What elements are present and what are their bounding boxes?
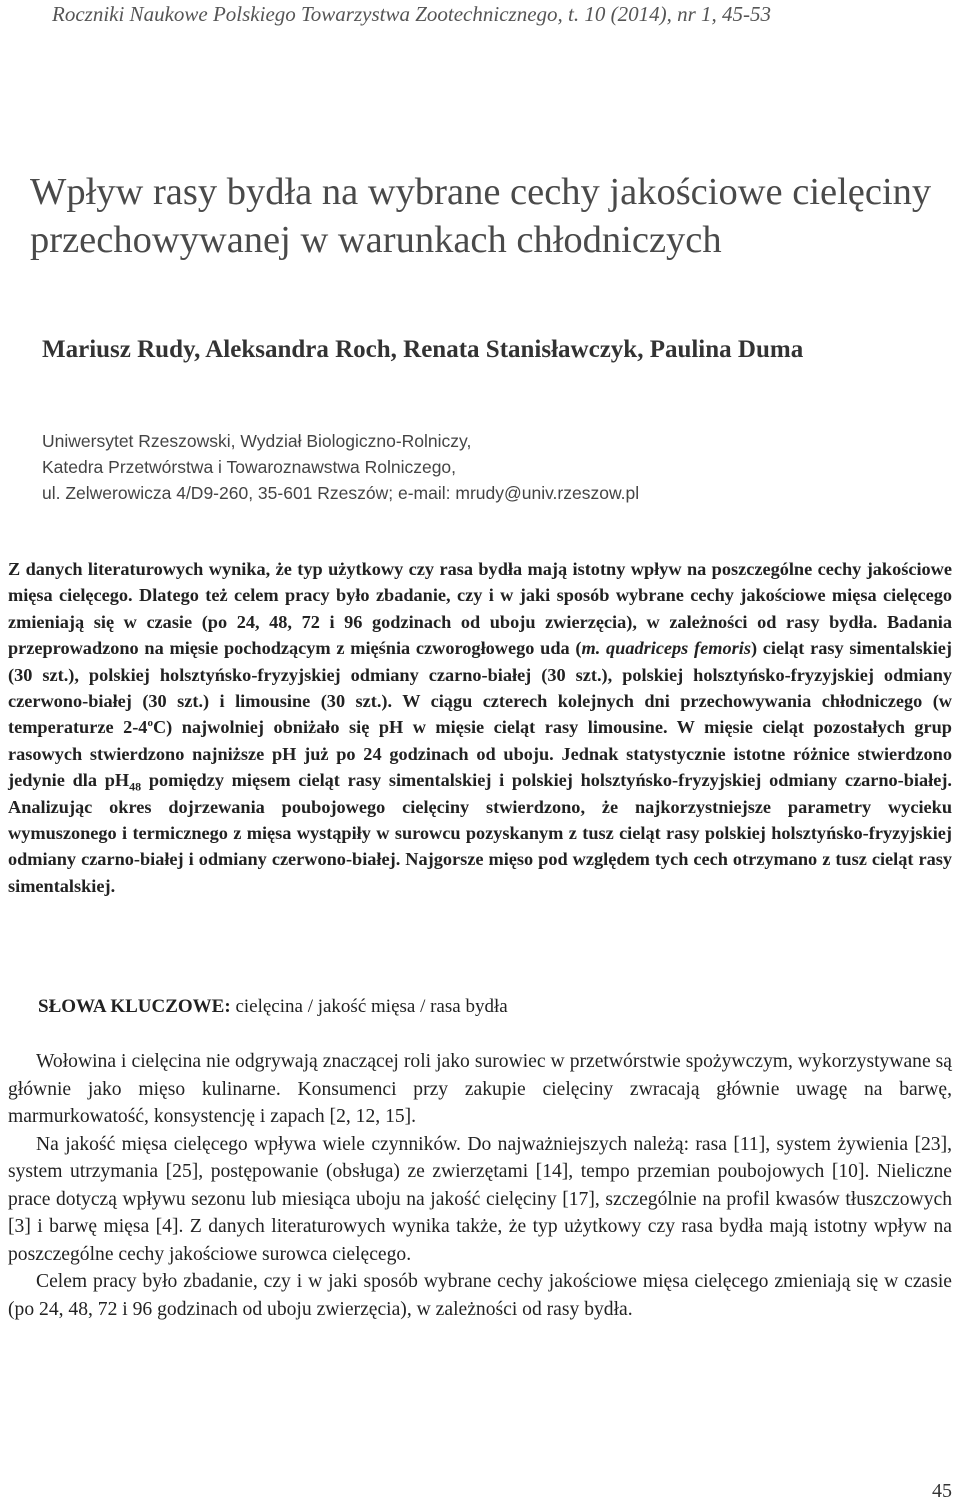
degree-superscript: o bbox=[147, 717, 153, 730]
body-text bbox=[8, 1048, 952, 1323]
paragraph: Celem pracy było zbadanie, czy i w jaki sposób wybrane cechy jakościowe mięsa cielęcego zmieniają się w czasie (po 24, 48, 72 i 96 godzinach od uboju zwierzęcia), w zależności od rasy bydła. bbox=[8, 1271, 952, 1320]
latin-name: m. quadriceps femoris bbox=[581, 638, 751, 659]
journal-header: Roczniki Naukowe Polskiego Towarzystwa Zootechnicznego, t. 10 (2014), nr 1, 45-53 bbox=[52, 2, 772, 26]
abstract-text: C) najwolniej obniżało się pH w mięsie cieląt rasy limousine. W mięsie cieląt pozostałych grup rasowych stwierdzono najniższe pH już po 24 godzinach od uboju. Jednak statystycznie istotne różnice stwierdzono jedynie dla pH bbox=[8, 717, 952, 791]
page-number: 45 bbox=[932, 1480, 952, 1502]
affiliation-line: ul. Zelwerowicza 4/D9-260, 35-601 Rzeszów; e-mail: mrudy@univ.rzeszow.pl bbox=[42, 483, 640, 503]
affiliation-line: Uniwersytet Rzeszowski, Wydział Biologiczno-Rolniczy, bbox=[42, 431, 472, 451]
affiliation bbox=[42, 428, 942, 506]
ph-subscript: 48 bbox=[129, 779, 142, 794]
abstract-text: Z danych literaturowych wynika, że typ użytkowy czy rasa bydła mają istotny wpływ na poszczególne cechy jakościowe mięsa cielęcego. Dlatego też celem pracy było zbadanie, czy i w jaki sposób wybrane cechy jakościowe mięsa cielęcego zmieniają się w czasie (po 24, 48, 72 i 96 godzinach od uboju zwierzęcia), w zależności od rasy bydła. Badania przeprowadzono na mięsie pochodzącym z mięśnia czworogłowego uda ( bbox=[8, 559, 952, 659]
paragraph: Na jakość mięsa cielęcego wpływa wiele czynników. Do najważniejszych należą: rasa [11], system żywienia [23], system utrzymania [25], postępowanie (obsługa) ze zwierzętami [14], tempo przemian poubojowych [10]. Nieliczne prace dotyczą wpływu sezonu lub miesiąca uboju na jakość cielęciny [17], szczególnie na profil kwasów tłuszczowych [3] i barwę mięsa [4]. Z danych literaturowych wynika także, że typ użytkowy czy rasa bydła mają istotny wpływ na poszczególne cechy jakościowe surowca cielęcego. bbox=[8, 1133, 952, 1265]
affiliation-line: Katedra Przetwórstwa i Towaroznawstwa Rolniczego, bbox=[42, 457, 457, 477]
abstract bbox=[8, 556, 952, 899]
paragraph: Wołowina i cielęcina nie odgrywają znaczącej roli jako surowiec w przetwórstwie spożywczym, wykorzystywane są głównie jako mięso kulinarne. Konsumenci przy zakupie cielęciny zwracają głównie uwagę na barwę, marmurkowatość, konsystencję i zapach [2, 12, 15]. bbox=[8, 1051, 952, 1127]
keywords-label: SŁOWA KLUCZOWE: bbox=[38, 996, 231, 1017]
article-title: Wpływ rasy bydła na wybrane cechy jakościowe cielęciny przechowywanej w warunkach chłodniczych bbox=[30, 171, 932, 261]
authors: Mariusz Rudy, Aleksandra Roch, Renata Stanisławczyk, Paulina Duma bbox=[42, 336, 804, 363]
abstract-text: pomiędzy mięsem cieląt rasy simentalskiej i polskiej holsztyńsko-fryzyjskiej odmiany czarno-białej. Analizując okres dojrzewania poubojowego cielęciny stwierdzono, że najkorzystniejsze parametry wycieku wymuszonego i termicznego z mięsa wystąpiły w surowcu pozyskanym z tusz cieląt rasy polskiej holsztyńsko-fryzyjskiej odmiany czarno-białej i odmiany czerwono-białej. Najgorsze mięso pod względem tych cech otrzymano z tusz cieląt rasy simentalskiej. bbox=[8, 770, 952, 896]
keywords-text: cielęcina / jakość mięsa / rasa bydła bbox=[230, 996, 508, 1017]
keywords bbox=[38, 996, 938, 1018]
abstract-text: ) cieląt rasy simentalskiej (30 szt.), polskiej holsztyńsko-fryzyjskiej odmiany czarno-białej (30 szt.), polskiej holsztyńsko-fryzyjskiej odmiany czerwono-białej (30 szt.) i limousine (30 szt.). W ciągu czterech kolejnych dni przechowywania chłodniczego (w temperaturze 2-4 bbox=[8, 638, 953, 738]
